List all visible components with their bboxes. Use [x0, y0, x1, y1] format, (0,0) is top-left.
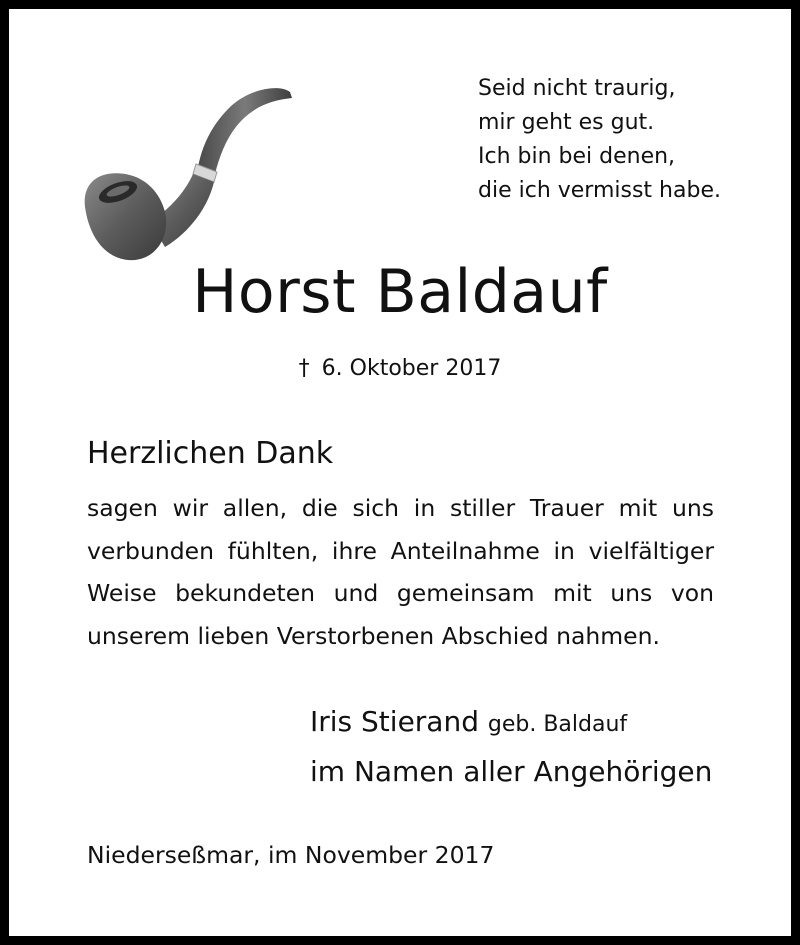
- thanks-heading: Herzlichen Dank: [87, 436, 334, 471]
- signatory-birth-name: geb. Baldauf: [487, 712, 628, 737]
- poem-line: die ich vermisst habe.: [478, 178, 721, 203]
- tobacco-pipe-icon: [80, 82, 295, 264]
- poem: [478, 72, 768, 208]
- poem-line: Seid nicht traurig,: [478, 76, 676, 101]
- thanks-text: [87, 487, 714, 657]
- poem-line: mir geht es gut.: [478, 110, 655, 135]
- signature-block: [310, 700, 730, 797]
- on-behalf-line: im Namen aller Angehörigen: [310, 755, 713, 788]
- death-date-line: [0, 354, 800, 384]
- deceased-name: Horst Baldauf: [192, 257, 608, 327]
- signatory-name: Iris Stierand: [310, 705, 479, 738]
- thanks-line: verbunden fühlten, ihre Anteilnahme in vielfältiger: [87, 536, 714, 565]
- death-date: 6. Oktober 2017: [321, 356, 502, 381]
- thanks-line: unserem lieben Verstorbenen Abschied nahmen.: [87, 621, 660, 650]
- signatory: [310, 700, 730, 747]
- poem-line: Ich bin bei denen,: [478, 144, 676, 169]
- place-and-date: Niederseßmar, im November 2017: [87, 841, 495, 869]
- cross-icon: †: [298, 356, 310, 381]
- thanks-line: Weise bekundeten und gemeinsam mit uns von: [87, 579, 714, 607]
- thanks-line: sagen wir allen, die sich in stiller Trauer mit uns: [87, 494, 714, 522]
